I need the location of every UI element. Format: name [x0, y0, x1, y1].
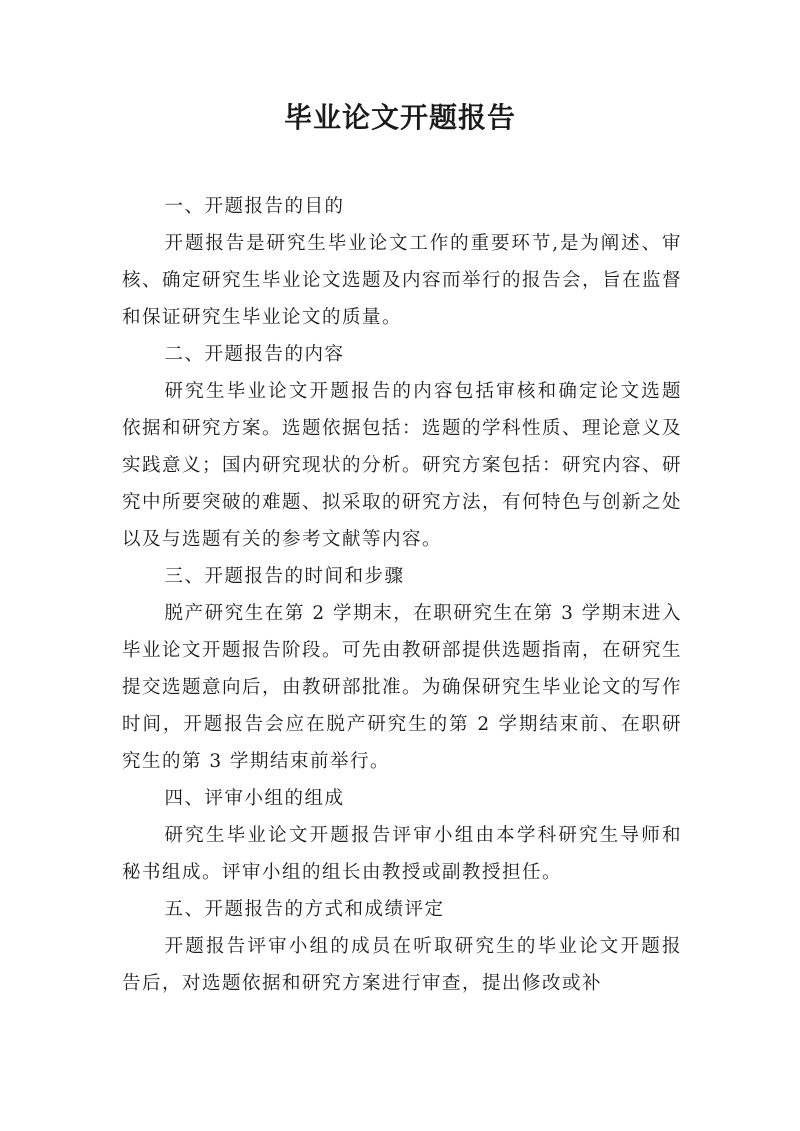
section-text-committee: 研究生毕业论文开题报告评审小组由本学科研究生导师和秘书组成。评审小组的组长由教授或副教授担任。: [122, 825, 682, 883]
section-heading-purpose: 一、开题报告的目的: [164, 196, 345, 217]
document-body: [122, 188, 682, 1002]
section-heading-evaluation: 五、开题报告的方式和成绩评定: [164, 899, 445, 920]
section-heading-committee: 四、评审小组的组成: [164, 788, 345, 809]
section-heading-schedule: 三、开题报告的时间和步骤: [164, 566, 405, 587]
document-title: 毕业论文开题报告: [283, 101, 516, 134]
section-text-schedule: 脱产研究生在第 2 学期末，在职研究生在第 3 学期末进入毕业论文开题报告阶段。可先由教研部提供选题指南，在研究生提交选题意向后，由教研部批准。为确保研究生毕业论文的写作时间，开题报告会应在脱产研究生的第 2 学期结束前、在职研究生的第 3 学期结束前举行。: [122, 603, 683, 772]
section-text-evaluation: 开题报告评审小组的成员在听取研究生的毕业论文开题报告后，对选题依据和研究方案进行审查，提出修改或补: [122, 936, 682, 994]
section-text-content: 研究生毕业论文开题报告的内容包括审核和确定论文选题依据和研究方案。选题依据包括：选题的学科性质、理论意义及实践意义；国内研究现状的分析。研究方案包括：研究内容、研究中所要突破的难题、拟采取的研究方法，有何特色与创新之处以及与选题有关的参考文献等内容。: [122, 381, 683, 550]
section-text-purpose: 开题报告是研究生毕业论文工作的重要环节,是为阐述、审核、确定研究生毕业论文选题及内容而举行的报告会，旨在监督和保证研究生毕业论文的质量。: [122, 233, 683, 328]
section-heading-content: 二、开题报告的内容: [164, 344, 345, 365]
